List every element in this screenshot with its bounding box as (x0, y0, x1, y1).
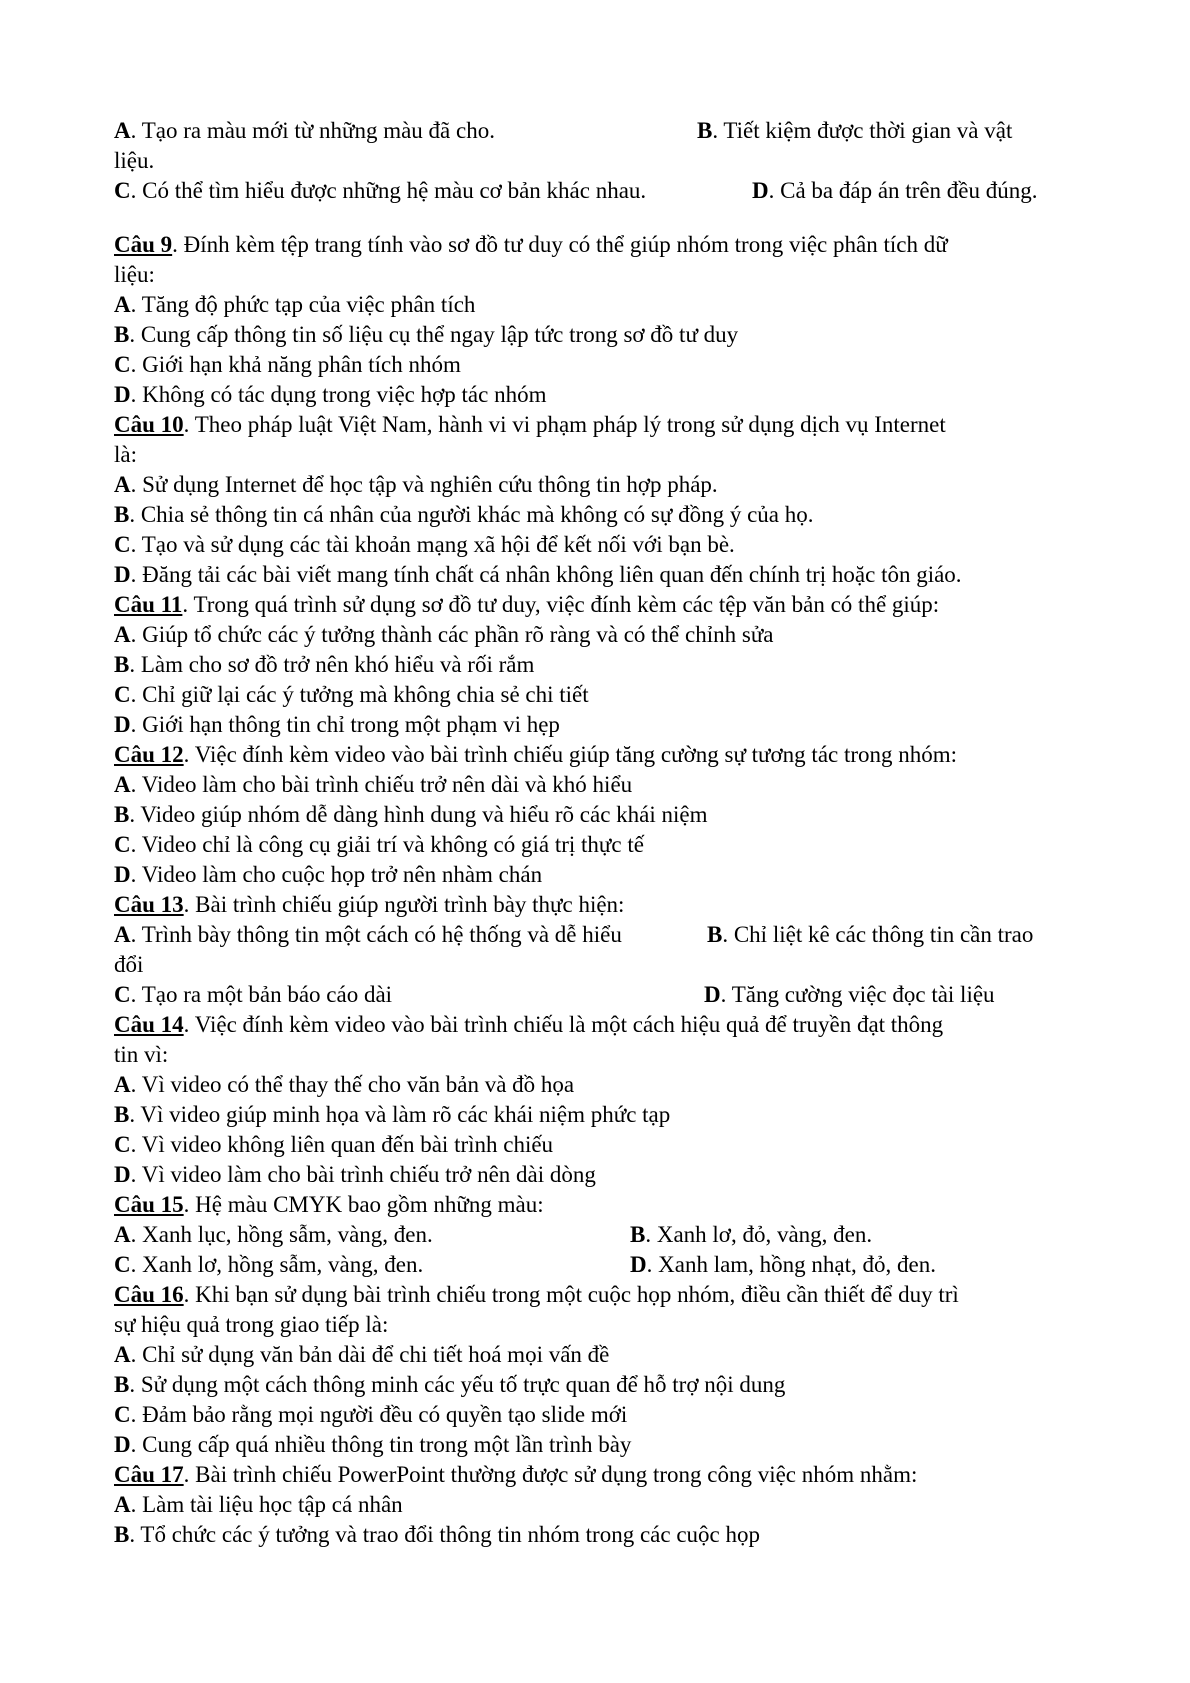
q8-option-b: B. Tiết kiệm được thời gian và vật (697, 118, 1013, 143)
option-text: . Tăng độ phức tạp của việc phân tích (130, 292, 476, 317)
q14-option-c (114, 1130, 1089, 1160)
q9-stem-cont: liệu: (114, 262, 155, 287)
option-text: . Video làm cho cuộc họp trở nên nhàm chán (130, 862, 543, 887)
option-text: . Làm tài liệu học tập cá nhân (130, 1492, 403, 1517)
option-text: . Tạo và sử dụng các tài khoản mạng xã hội để kết nối với bạn bè. (130, 532, 735, 557)
question-label: Câu 17 (114, 1462, 184, 1487)
option-text: . Đảm bảo rằng mọi người đều có quyền tạo slide mới (130, 1402, 628, 1427)
option-key: C (114, 682, 131, 707)
q15-option-d (630, 1250, 936, 1280)
option-key: C (114, 532, 131, 557)
option-key: D (630, 1252, 647, 1277)
q16-stem (114, 1280, 1089, 1310)
option-key: A (114, 1072, 131, 1097)
q12-option-a (114, 770, 1089, 800)
q10-stem-cont: là: (114, 442, 137, 467)
q12-option-b (114, 800, 1089, 830)
q16-option-c (114, 1400, 1089, 1430)
option-key: B (630, 1222, 646, 1247)
option-key: D (114, 382, 131, 407)
q15-stem (114, 1190, 1089, 1220)
option-key: B (114, 1102, 130, 1127)
q11-option-a (114, 620, 1089, 650)
option-text: . Giúp tổ chức các ý tưởng thành các phần rõ ràng và có thể chỉnh sửa (130, 622, 774, 647)
option-key: D (704, 982, 721, 1007)
q14-stem-cont: tin vì: (114, 1042, 169, 1067)
option-key: A (114, 1492, 131, 1517)
option-key: C (114, 832, 131, 857)
option-text: . Video giúp nhóm dễ dàng hình dung và hiểu rõ các khái niệm (129, 802, 708, 827)
option-text: . Giới hạn thông tin chỉ trong một phạm vi hẹp (130, 712, 560, 737)
q16-stem-cont: sự hiệu quả trong giao tiếp là: (114, 1312, 389, 1337)
q8-option-d: D. Cả ba đáp án trên đều đúng. (752, 178, 1038, 203)
option-key: B (114, 652, 130, 677)
q9-option-d (114, 380, 1089, 410)
option-text: . Cung cấp thông tin số liệu cụ thể ngay lập tức trong sơ đồ tư duy (129, 322, 739, 347)
option-key: C (114, 352, 131, 377)
option-text: . Tổ chức các ý tưởng và trao đổi thông tin nhóm trong các cuộc họp (129, 1522, 761, 1547)
option-text: . Video chỉ là công cụ giải trí và không có giá trị thực tế (130, 832, 644, 857)
option-key: D (114, 862, 131, 887)
q13-row-cd (114, 980, 1089, 1010)
q8-option-b-cont: liệu. (114, 148, 155, 173)
option-text: . Trình bày thông tin một cách có hệ thống và dễ hiểu (130, 922, 622, 947)
option-text: . Sử dụng một cách thông minh các yếu tố trực quan để hỗ trợ nội dung (129, 1372, 786, 1397)
q13-stem (114, 890, 1089, 920)
option-key: A (114, 622, 131, 647)
q15-row-cd (114, 1250, 1089, 1280)
q17-option-b (114, 1520, 1089, 1550)
q13-option-b (707, 920, 1033, 950)
question-label: Câu 15 (114, 1192, 184, 1217)
option-text: . Trong quá trình sử dụng sơ đồ tư duy, việc đính kèm các tệp văn bản có thể giúp: (182, 592, 940, 617)
q12-stem (114, 740, 1089, 770)
q12-option-c (114, 830, 1089, 860)
q10-stem (114, 410, 1089, 440)
option-key: A (114, 1222, 131, 1247)
option-text: . Xanh lơ, hồng sẫm, vàng, đen. (130, 1252, 424, 1277)
option-key: A (114, 292, 131, 317)
option-text: . Giới hạn khả năng phân tích nhóm (130, 352, 461, 377)
question-list (114, 116, 1089, 1550)
q15-option-c (114, 1252, 423, 1277)
option-key: B (114, 802, 130, 827)
q13-option-c (114, 982, 392, 1007)
q13-option-a (114, 922, 622, 947)
option-text: . Chỉ giữ lại các ý tưởng mà không chia sẻ chi tiết (130, 682, 589, 707)
q10-option-a (114, 470, 1089, 500)
option-key: A (114, 772, 131, 797)
q11-option-c (114, 680, 1089, 710)
option-text: . Vì video giúp minh họa và làm rõ các khái niệm phức tạp (129, 1102, 671, 1127)
option-text: . Làm cho sơ đồ trở nên khó hiểu và rối rắm (129, 652, 535, 677)
option-key: B (114, 1372, 130, 1397)
q17-option-a (114, 1490, 1089, 1520)
option-text: . Vì video có thể thay thế cho văn bản và đồ họa (130, 1072, 575, 1097)
option-text: . Cung cấp quá nhiều thông tin trong một lần trình bày (130, 1432, 632, 1457)
option-text: . Chỉ sử dụng văn bản dài để chi tiết hoá mọi vấn đề (130, 1342, 610, 1367)
option-text: . Chia sẻ thông tin cá nhân của người khác mà không có sự đồng ý của họ. (129, 502, 814, 527)
option-key: A (114, 922, 131, 947)
option-text: . Xanh lam, hồng nhạt, đỏ, đen. (646, 1252, 936, 1277)
q13-option-b-cont: đổi (114, 952, 144, 977)
question-label: Câu 12 (114, 742, 184, 767)
q16-option-d (114, 1430, 1089, 1460)
option-text: . Hệ màu CMYK bao gồm những màu: (183, 1192, 544, 1217)
question-label: Câu 14 (114, 1012, 184, 1037)
q13-row-ab (114, 920, 1089, 950)
option-text: . Bài trình chiếu PowerPoint thường được sử dụng trong công việc nhóm nhằm: (183, 1462, 918, 1487)
option-key: B (114, 502, 130, 527)
q11-option-b (114, 650, 1089, 680)
question-label: Câu 13 (114, 892, 184, 917)
q13-option-d (704, 980, 995, 1010)
option-key: B (114, 322, 130, 347)
option-key: C (114, 1402, 131, 1427)
q8-option-a: A. Tạo ra màu mới từ những màu đã cho. (114, 118, 495, 143)
question-label: Câu 10 (114, 412, 184, 437)
q8-row-cd (114, 176, 1089, 206)
q12-option-d (114, 860, 1089, 890)
q14-option-d (114, 1160, 1089, 1190)
option-key: A (114, 472, 131, 497)
option-key: D (114, 712, 131, 737)
option-text: . Vì video làm cho bài trình chiếu trở nên dài dòng (130, 1162, 596, 1187)
q9-option-c (114, 350, 1089, 380)
option-key: C (114, 1132, 131, 1157)
option-text: . Xanh lục, hồng sẫm, vàng, đen. (130, 1222, 433, 1247)
q17-stem (114, 1460, 1089, 1490)
option-key: C (114, 1252, 131, 1277)
q15-option-b (630, 1220, 872, 1250)
option-text: . Video làm cho bài trình chiếu trở nên dài và khó hiểu (130, 772, 633, 797)
option-text: . Sử dụng Internet để học tập và nghiên cứu thông tin hợp pháp. (130, 472, 718, 497)
q9-option-b (114, 320, 1089, 350)
q9-option-a (114, 290, 1089, 320)
option-text: . Khi bạn sử dụng bài trình chiếu trong một cuộc họp nhóm, điều cần thiết để duy trì (183, 1282, 959, 1307)
q14-option-a (114, 1070, 1089, 1100)
option-key: D (114, 1162, 131, 1187)
q15-option-a (114, 1222, 433, 1247)
q14-option-b (114, 1100, 1089, 1130)
q8-option-c: C. Có thể tìm hiểu được những hệ màu cơ bản khác nhau. (114, 178, 647, 203)
option-text: . Theo pháp luật Việt Nam, hành vi vi phạm pháp lý trong sử dụng dịch vụ Internet (183, 412, 946, 437)
option-text: . Việc đính kèm video vào bài trình chiếu giúp tăng cường sự tương tác trong nhóm: (183, 742, 958, 767)
option-text: . Xanh lơ, đỏ, vàng, đen. (645, 1222, 873, 1247)
q11-option-d (114, 710, 1089, 740)
option-text: . Tạo ra một bản báo cáo dài (130, 982, 393, 1007)
option-text: . Đăng tải các bài viết mang tính chất cá nhân không liên quan đến chính trị hoặc tôn giáo. (130, 562, 962, 587)
q16-option-a (114, 1340, 1089, 1370)
q15-row-ab (114, 1220, 1089, 1250)
option-text: . Bài trình chiếu giúp người trình bày thực hiện: (183, 892, 625, 917)
q9-stem: Câu 9. Đính kèm tệp trang tính vào sơ đồ tư duy có thể giúp nhóm trong việc phân tích dữ (114, 232, 948, 257)
option-key: B (114, 1522, 130, 1547)
q10-option-c (114, 530, 1089, 560)
q16-option-b (114, 1370, 1089, 1400)
q10-option-b (114, 500, 1089, 530)
option-key: D (114, 1432, 131, 1457)
option-key: C (114, 982, 131, 1007)
option-key: B (707, 922, 723, 947)
option-key: A (114, 1342, 131, 1367)
option-text: . Vì video không liên quan đến bài trình chiếu (130, 1132, 554, 1157)
question-label: Câu 11 (114, 592, 183, 617)
q10-option-d (114, 560, 1089, 590)
q8-row-ab (114, 116, 1089, 146)
option-text: . Tăng cường việc đọc tài liệu (720, 982, 995, 1007)
option-key: D (114, 562, 131, 587)
q11-stem (114, 590, 1089, 620)
option-text: . Việc đính kèm video vào bài trình chiếu là một cách hiệu quả để truyền đạt thông (183, 1012, 944, 1037)
question-label: Câu 16 (114, 1282, 184, 1307)
option-text: . Chỉ liệt kê các thông tin cần trao (722, 922, 1034, 947)
q14-stem (114, 1010, 1089, 1040)
option-text: . Không có tác dụng trong việc hợp tác nhóm (130, 382, 547, 407)
